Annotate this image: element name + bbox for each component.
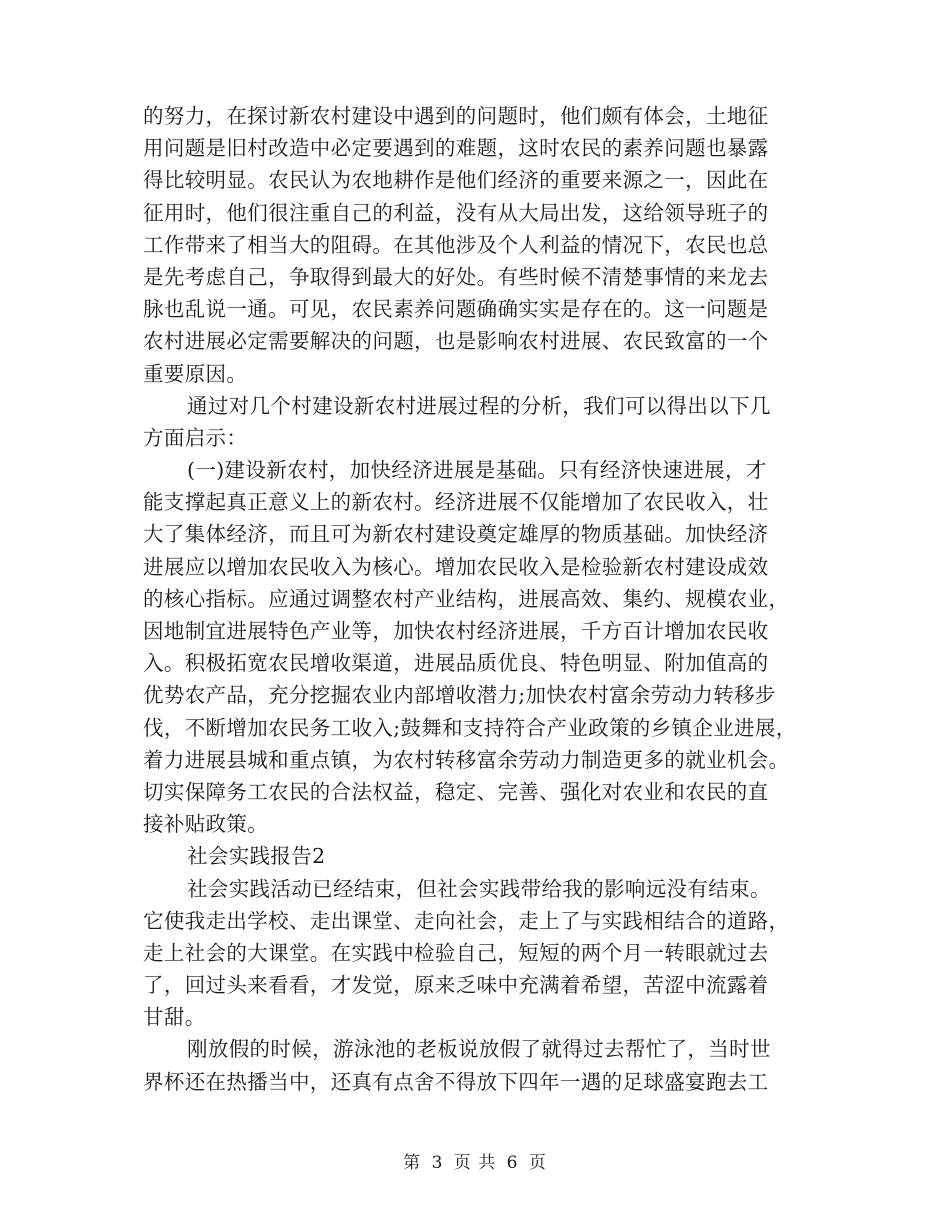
text-line: 征用时，他们很注重自己的利益，没有从大局出发，这给领导班子的	[143, 200, 769, 225]
text-line: 刚放假的时候，游泳池的老板说放假了就得过去帮忙了，当时世	[187, 1037, 771, 1062]
text-line: 了，回过头来看看，才发觉，原来乏味中充满着希望，苦涩中流露着	[143, 973, 769, 998]
text-line: 工作带来了相当大的阻碍。在其他涉及个人利益的情况下，农民也总	[143, 232, 769, 257]
text-line: 农村进展必定需要解决的问题，也是影响农村进展、农民致富的一个	[143, 329, 769, 354]
text-line: 着力进展县城和重点镇，为农村转移富余劳动力制造更多的就业机会。	[143, 747, 790, 772]
text-line: 走上社会的大课堂。在实践中检验自己，短短的两个月一转眼就过去	[143, 940, 769, 965]
text-line: 接补贴政策。	[143, 812, 269, 837]
text-line: 用问题是旧村改造中必定要遇到的难题，这时农民的素养问题也暴露	[143, 136, 769, 161]
text-line: 它使我走出学校、走出课堂、走向社会，走上了与实践相结合的道路，	[143, 908, 790, 933]
text-line: 界杯还在热播当中，还真有点舍不得放下四年一遇的足球盛宴跑去工	[143, 1069, 769, 1094]
text-line: 是先考虑自己，争取得到最大的好处。有些时候不清楚事情的来龙去	[143, 264, 769, 289]
text-line: 因地制宜进展特色产业等，加快农村经济进展，千方百计增加农民收	[143, 619, 769, 643]
text-line: 重要原因。	[143, 361, 248, 386]
footer-prefix: 第	[403, 1153, 422, 1173]
text-line: 社会实践活动已经结束，但社会实践带给我的影响远没有结束。	[187, 876, 771, 901]
text-line: 甘甜。	[143, 1005, 206, 1030]
text-line: 大了集体经济，而且可为新农村建设奠定雄厚的物质基础。加快经济	[143, 522, 769, 547]
text-line: 脉也乱说一通。可见，农民素养问题确确实实是存在的。这一问题是	[143, 297, 769, 322]
text-line: 能支撑起真正意义上的新农村。经济进展不仅能增加了农民收入，壮	[143, 490, 769, 515]
document-body	[143, 100, 803, 1098]
text-line: (一)建设新农村，加快经济进展是基础。只有经济快速进展，才	[187, 458, 767, 483]
footer-total-pages: 6	[506, 1153, 519, 1173]
footer-page-number: 3	[431, 1153, 444, 1173]
text-line: 通过对几个村建设新农村进展过程的分析，我们可以得出以下几	[187, 393, 771, 418]
footer-middle: 页 共	[453, 1153, 497, 1173]
text-line: 得比较明显。农民认为农地耕作是他们经济的重要来源之一，因此在	[143, 168, 769, 193]
footer-suffix: 页	[528, 1153, 547, 1173]
text-line: 的努力，在探讨新农村建设中遇到的问题时，他们颇有体会，土地征	[143, 104, 769, 128]
text-line: 入。积极拓宽农民增收渠道，进展品质优良、特色明显、附加值高的	[143, 651, 769, 676]
text-line: 进展应以增加农民收入为核心。增加农民收入是检验新农村建设成效	[143, 554, 769, 579]
text-line: 切实保障务工农民的合法权益，稳定、完善、强化对农业和农民的直	[143, 779, 769, 804]
text-line: 社会实践报告2	[187, 844, 326, 869]
text-line: 方面启示：	[143, 425, 248, 450]
page-footer	[0, 1148, 950, 1173]
text-line: 优势农产品，充分挖掘农业内部增收潜力;加快农村富余劳动力转移步	[143, 683, 776, 708]
text-line: 的核心指标。应通过调整农村产业结构，进展高效、集约、规模农业，	[143, 586, 790, 611]
text-line: 伐，不断增加农民务工收入;鼓舞和支持符合产业政策的乡镇企业进展，	[143, 715, 797, 740]
